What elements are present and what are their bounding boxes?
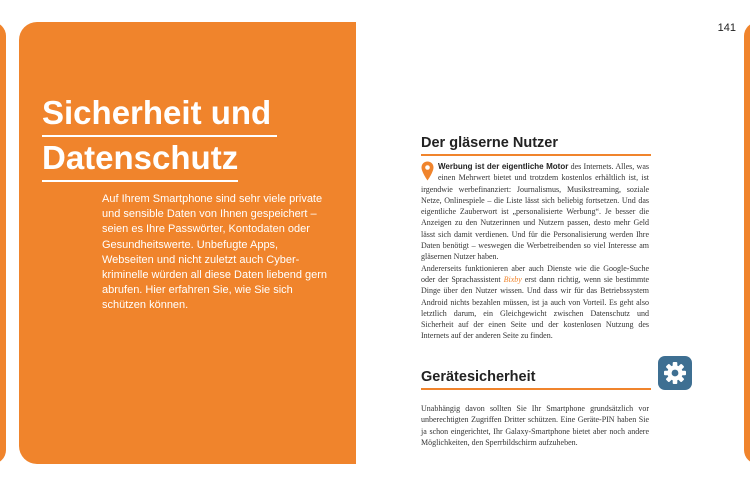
gear-icon xyxy=(663,361,687,385)
chapter-title-line2: Datenschutz xyxy=(42,137,238,182)
chapter-title-line1: Sicherheit und xyxy=(42,92,277,137)
section-heading-geraetesicherheit: Gerätesicherheit xyxy=(421,369,651,390)
page-edge-right xyxy=(744,22,750,464)
chapter-title xyxy=(42,92,342,182)
page-number: 141 xyxy=(717,22,736,34)
section-heading-glaeserne-nutzer: Der gläserne Nutzer xyxy=(421,135,651,156)
settings-badge xyxy=(658,356,692,390)
paragraph-2-part-b: erst dann richtig, wenn sie bestimmte Dinge über den Nutzer wissen. Und dass wir für das Betriebssystem Android nichts bezahlen müssen, ist ja auch von Vorteil. Es geht also letztlich darum, ein Gleichgewicht zwischen Datenschutz und Sicherheit auf der einen Seite und der kostenlosen Nutzung des Internets auf der anderen Seite zu finden. xyxy=(421,274,649,341)
paragraph-2-part-a: Andererseits funktionieren aber auch Dienste wie die Google-Suche oder der Sprachassistent xyxy=(421,263,649,284)
location-pin-icon xyxy=(421,161,434,181)
section-text-glaeserne-nutzer xyxy=(421,161,649,342)
bixby-highlight: Bixby xyxy=(503,274,522,284)
paragraph-1-rest: des Internets. Alles, was einen Mehrwert bietet und trotzdem kostenlos erhältlich ist, ist irgendwie werbefinanziert: Journalismus, Musikstreaming, soziale Netze, Onlinespiele – die Liste lässt sich beliebig fortsetzen. Und das eigentliche Zauberwort ist „personalisierte Werbung“. Je besser die Anzeigen zu den Nutzerinnen und Nutzern passen, desto mehr Geld lässt sich damit verdienen. Und für die Personalisierung werden Ihre Daten benötigt – weswegen die Werbetreibenden so viel Interesse am gläsernen Nutzer haben. xyxy=(421,162,649,262)
chapter-intro: Auf Ihrem Smartphone sind sehr viele private und sensible Daten von Ihnen gespeichert – seien es Ihre Passwörter, Kontodaten oder Gesundheitswerte. Unbefugte Apps, Webseiten und nicht zuletzt auch Cyberkriminelle würden all diese Daten liebend gern abrufen. Hier erfahren Sie, wie Sie sich schützen können. xyxy=(102,193,328,312)
lead-phrase: Werbung ist der eigentliche Motor xyxy=(438,162,569,171)
section-text-geraetesicherheit: Unabhängig davon sollten Sie Ihr Smartphone grundsätzlich vor unberechtigten Zugriffen Dritter schützen. Eine Geräte-PIN haben Sie ja schon eingerichtet, Ihr Galaxy-Smartphone bietet aber noch andere Möglichkeiten, den Sperrbildschirm aufzuheben. xyxy=(421,404,649,447)
page-edge-left xyxy=(0,22,6,464)
